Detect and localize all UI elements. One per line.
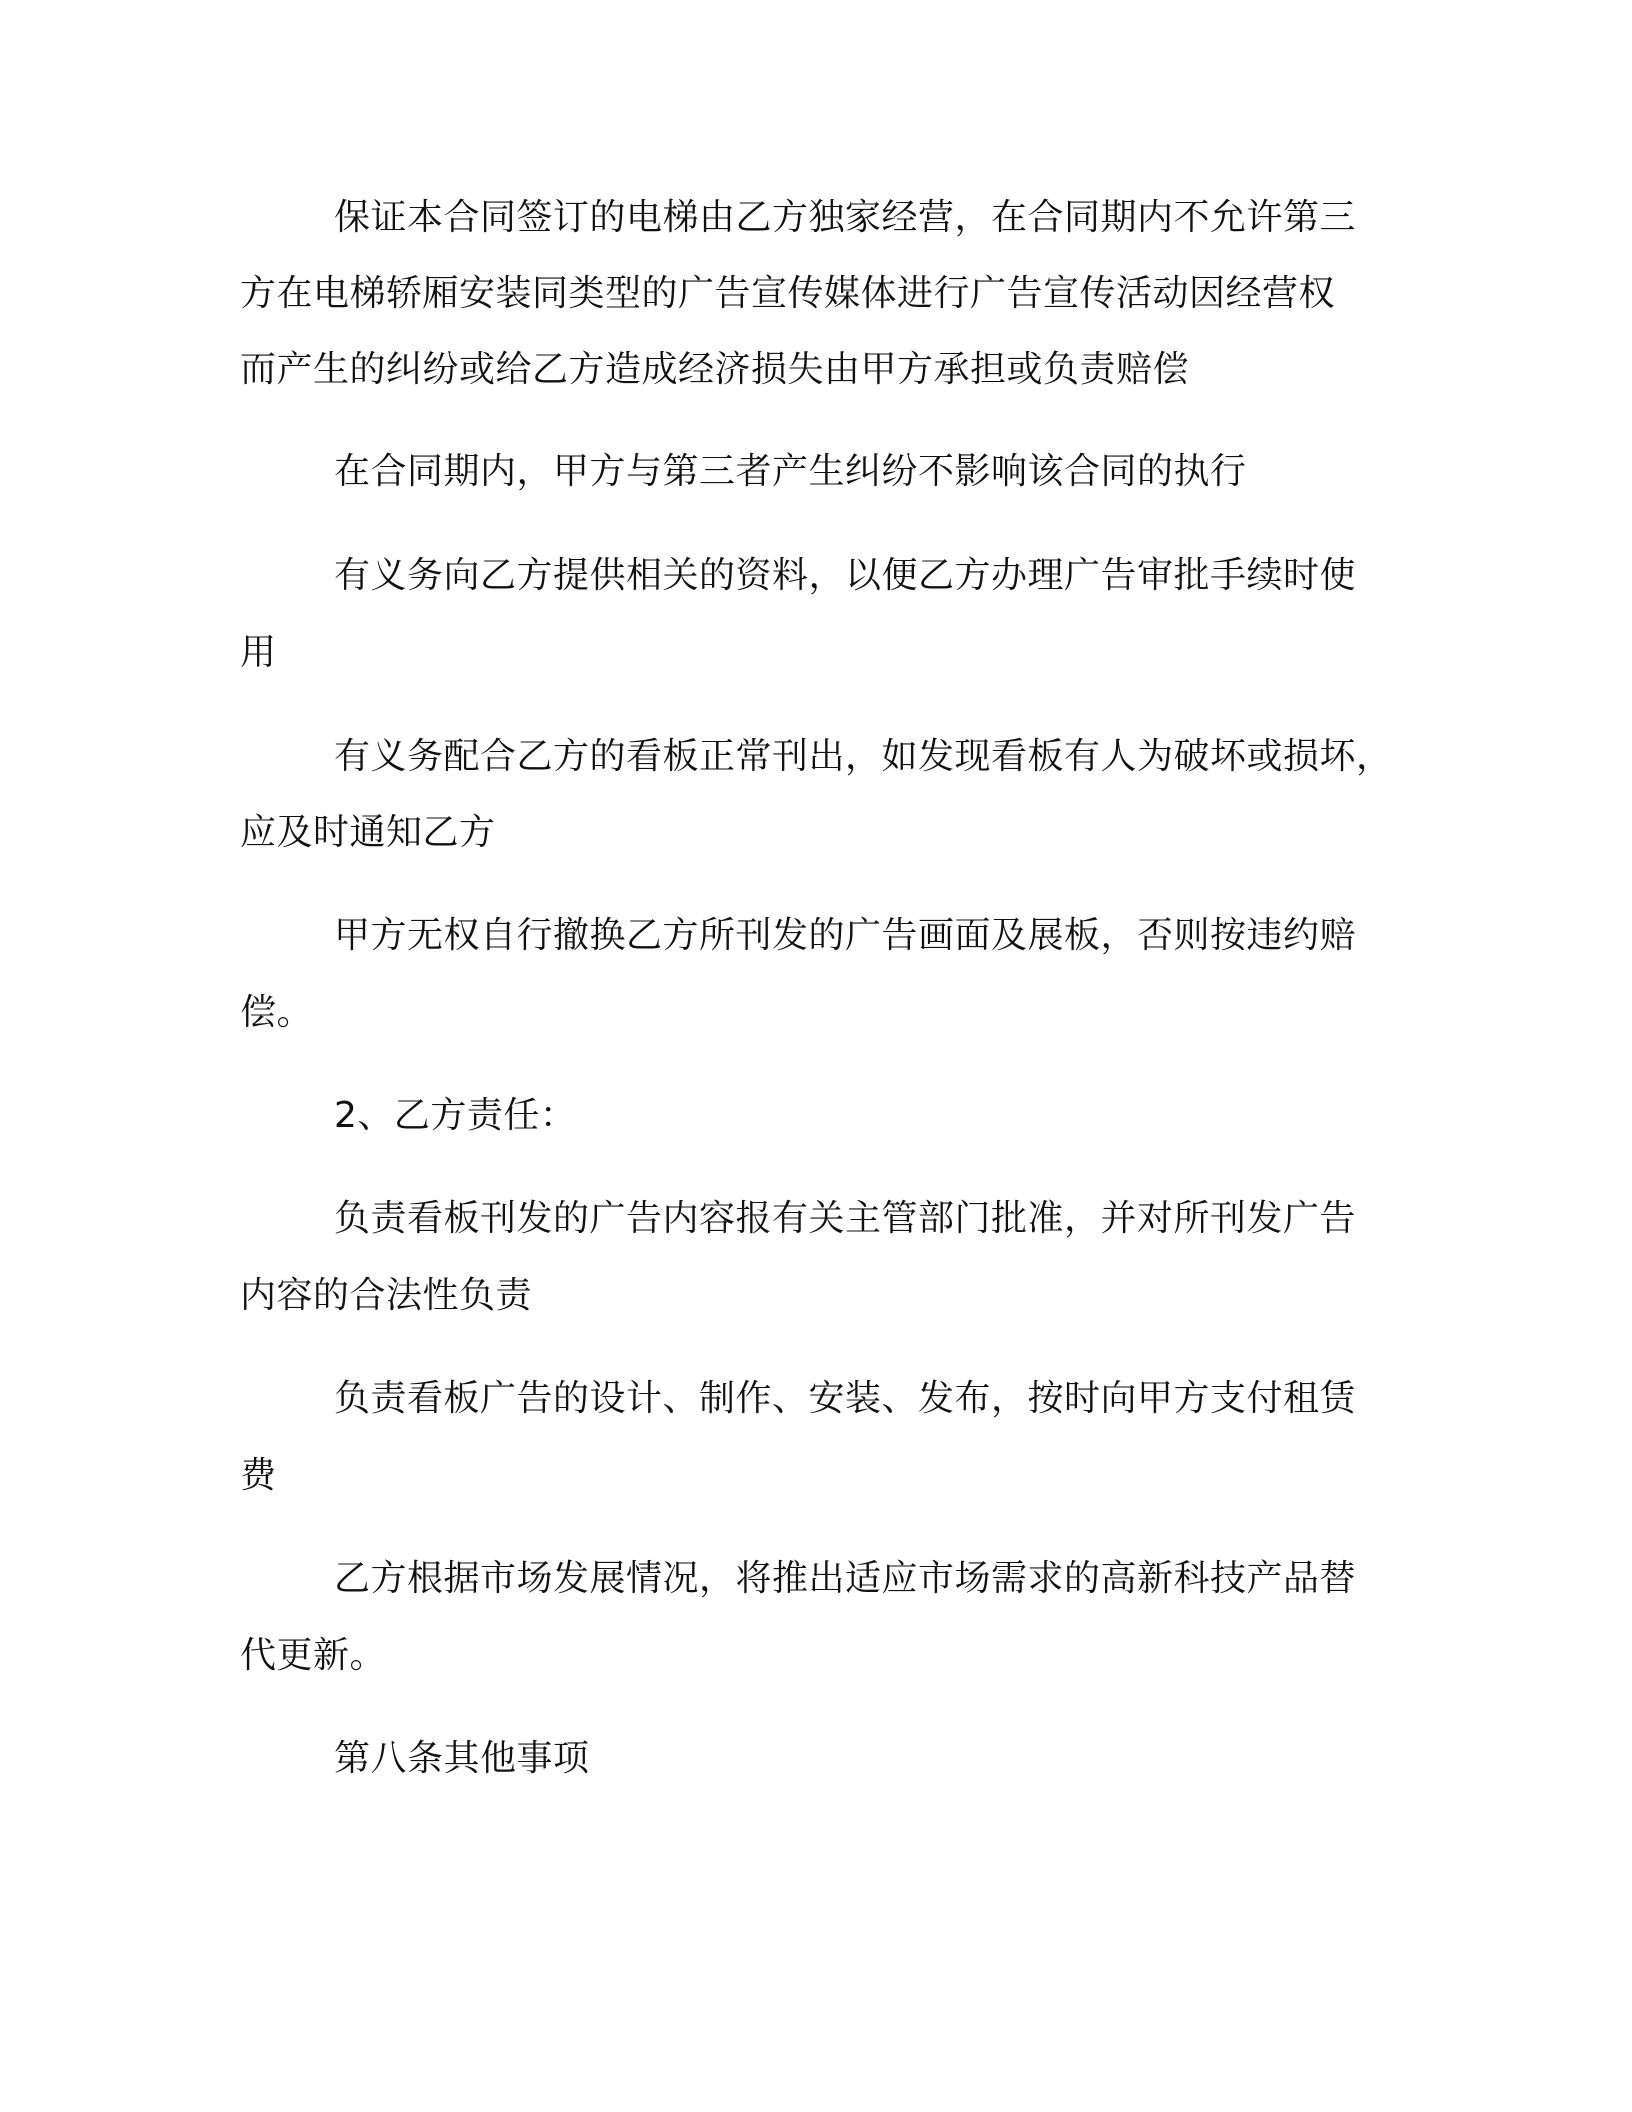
article-8-heading: 第八条其他事项 — [334, 1738, 590, 1779]
paragraph-1-line-1: 保证本合同签订的电梯由乙方独家经营，在合同期内不允许第三 — [334, 197, 1357, 238]
paragraph-8-line-1: 负责看板广告的设计、制作、安装、发布，按时向甲方支付租赁 — [334, 1378, 1357, 1419]
paragraph-1-line-3: 而产生的纠纷或给乙方造成经济损失由甲方承担或负责赔偿 — [240, 349, 1190, 390]
paragraph-4-line-2: 应及时通知乙方 — [240, 812, 496, 853]
paragraph-1-line-2: 方在电梯轿厢安装同类型的广告宣传媒体进行广告宣传活动因经营权 — [240, 273, 1336, 314]
paragraph-5-line-1: 甲方无权自行撤换乙方所刊发的广告画面及展板，否则按违约赔 — [334, 915, 1357, 956]
paragraph-5-line-2: 偿。 — [240, 992, 314, 1033]
paragraph-3-line-1: 有义务向乙方提供相关的资料，以便乙方办理广告审批手续时使 — [334, 555, 1357, 596]
paragraph-7-line-2: 内容的合法性负责 — [240, 1275, 533, 1316]
paragraph-3-line-2: 用 — [240, 632, 277, 673]
paragraph-8-line-2: 费 — [240, 1455, 277, 1496]
paragraph-4-line-1: 有义务配合乙方的看板正常刊出，如发现看板有人为破坏或损坏， — [334, 736, 1393, 777]
section-heading-party-b-responsibility: 2、乙方责任： — [334, 1095, 577, 1136]
paragraph-7-line-1: 负责看板刊发的广告内容报有关主管部门批准，并对所刊发广告 — [334, 1198, 1357, 1239]
paragraph-9-line-2: 代更新。 — [240, 1635, 387, 1676]
paragraph-2-line-1: 在合同期内，甲方与第三者产生纠纷不影响该合同的执行 — [334, 451, 1247, 492]
paragraph-9-line-1: 乙方根据市场发展情况，将推出适应市场需求的高新科技产品替 — [334, 1558, 1357, 1599]
